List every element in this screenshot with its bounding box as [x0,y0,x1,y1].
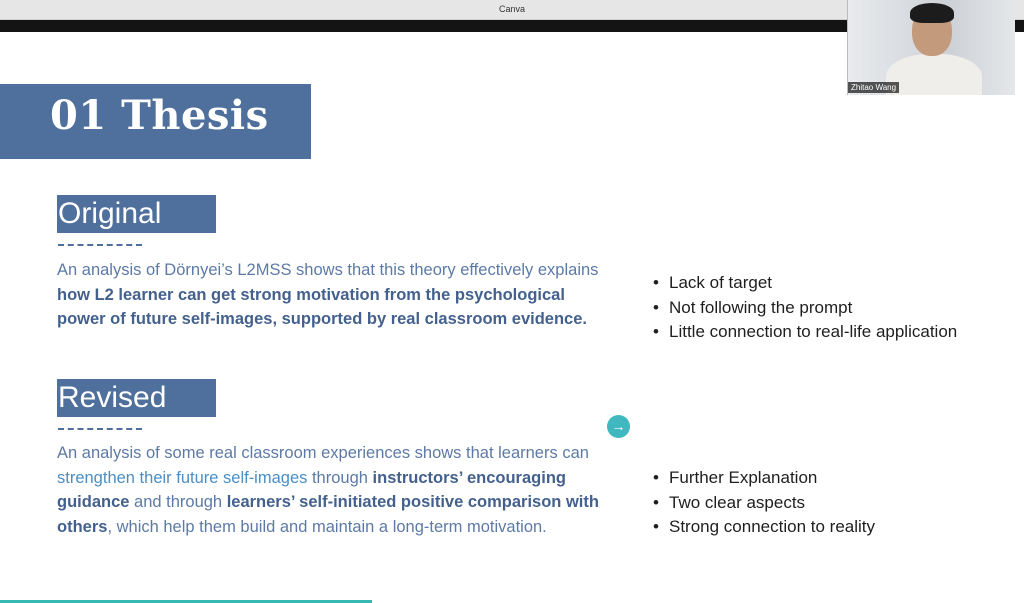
presenter-body [886,54,982,95]
list-item: • Further Explanation [653,466,875,491]
revised-text-bold: learners’ self-initiated positive comparison with others [57,493,599,536]
bullet-icon: • [653,297,659,317]
list-item: • Lack of target [653,271,957,296]
window-title: Canva [498,4,525,14]
next-slide-arrow-icon[interactable]: → [607,415,630,438]
webcam-thumbnail[interactable] [847,0,1015,95]
presentation-slide [0,32,1024,600]
list-item: • Strong connection to reality [653,515,875,540]
original-feedback-list [653,271,957,345]
revised-text-part: , which help them build and maintain a long-term motivation. [107,517,547,536]
bullet-icon: • [653,273,659,292]
original-text-part: An analysis of Dörnyei’s L2MSS shows that this theory effectively explains [57,261,599,279]
slide-heading: 01 Thesis [50,92,269,139]
presenter-hair [910,3,954,23]
original-thesis-text [57,258,617,332]
revised-label: Revised [57,379,216,417]
original-label: Original [57,195,216,233]
revised-text-part: An analysis of some real classroom experiences shows that learners can [57,444,589,462]
bullet-icon: • [653,322,659,341]
revised-text-bold: instructors’ encouraging guidance [57,468,566,512]
revised-text-accent: strengthen their future self-images [57,468,308,487]
original-divider [58,244,142,246]
list-item: • Little connection to real-life application [653,320,957,345]
original-text-bold: how L2 learner can get strong motivation from the psychological power of future self-images, supported by real classroom evidence. [57,285,587,329]
revised-thesis-text [57,441,617,539]
bullet-icon: • [653,517,659,536]
revised-text-part: and through [129,493,227,512]
bullet-icon: • [653,468,659,487]
bullet-icon: • [653,492,659,512]
revised-feedback-list [653,466,875,540]
participant-name-tag: Zhitao Wang [848,82,899,93]
revised-text-part: through [307,468,373,487]
list-item: • Two clear aspects [653,491,875,516]
list-item: • Not following the prompt [653,296,957,321]
revised-divider [58,428,142,430]
